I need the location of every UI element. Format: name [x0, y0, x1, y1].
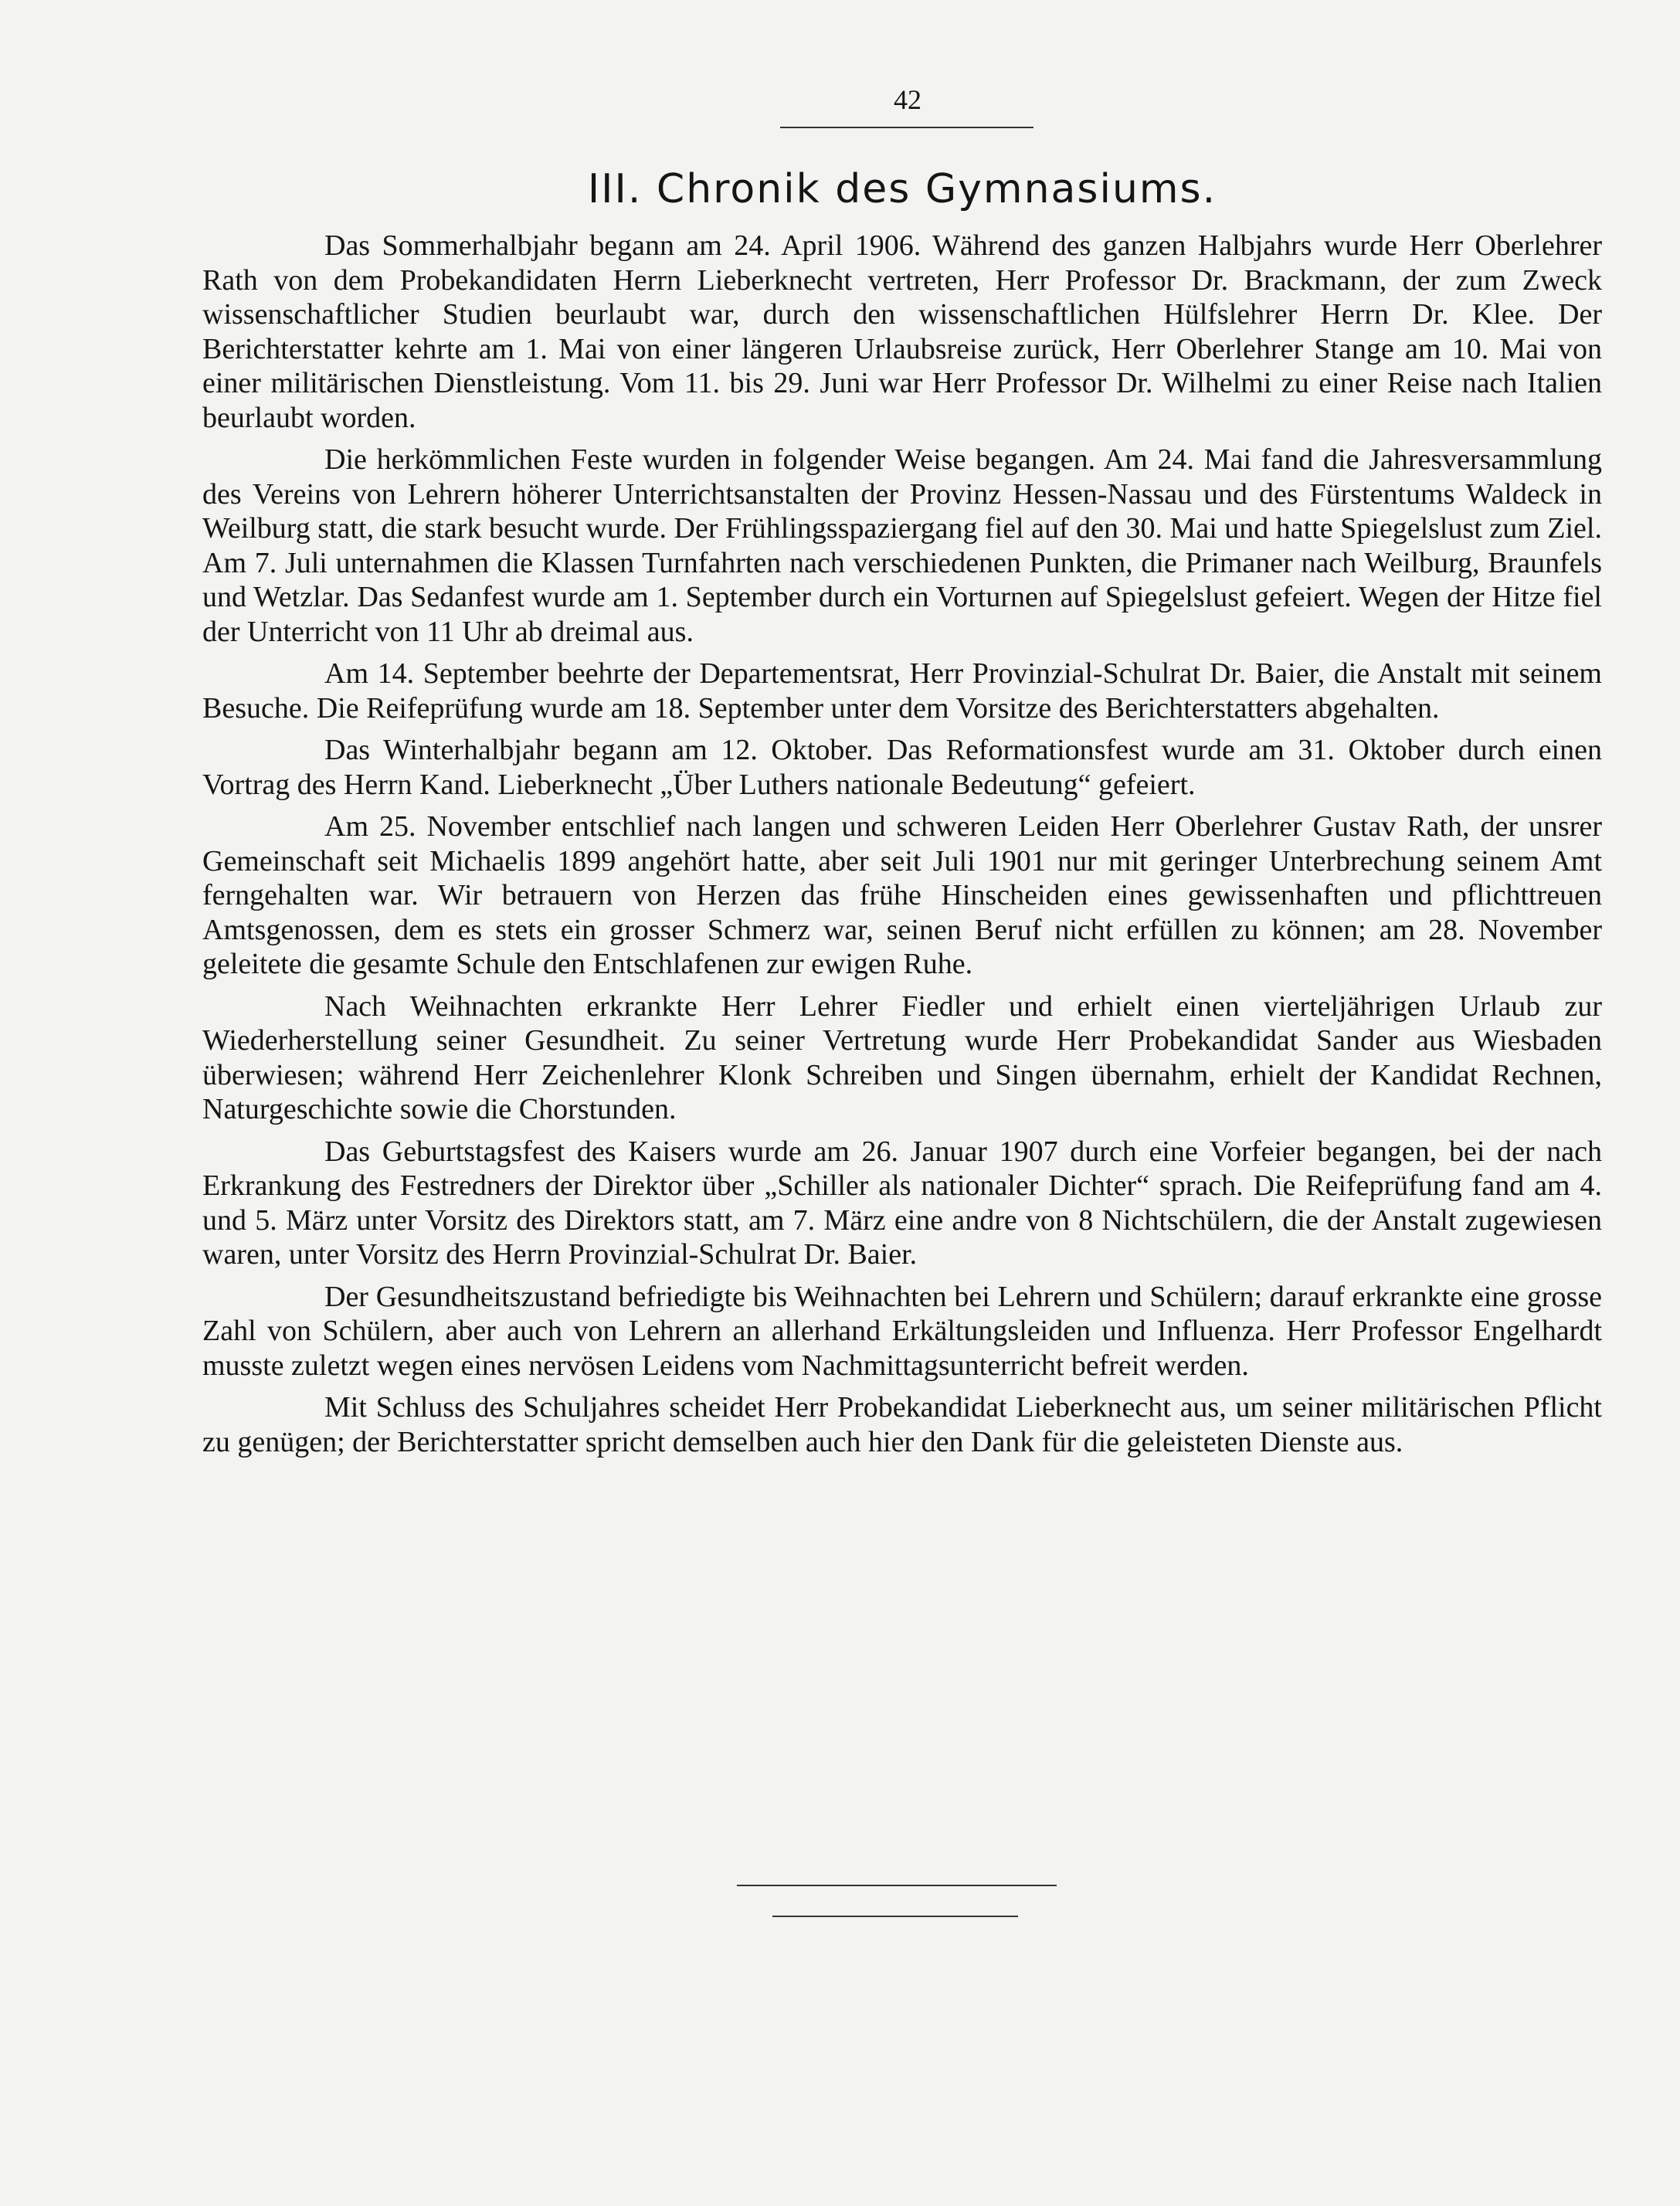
section-heading: III. Chronik des Gymnasiums. [587, 166, 1217, 212]
chronicle-body [202, 229, 1602, 1467]
paragraph-health: Der Gesundheitszustand befriedigte bis Weihnachten bei Lehrern und Schülern; darauf erkrankte eine grosse Zahl von Schülern, aber auch von Lehrern an allerhand Erkältungsleiden und Influenza. Herr Professor Engelhardt musste zuletzt wegen eines nervösen Leidens vom Nachmittagsunterricht befreit werden. [202, 1280, 1602, 1382]
paragraph-summer-semester: Das Sommerhalbjahr begann am 24. April 1906. Während des ganzen Halbjahrs wurde Herr Oberlehrer Rath von dem Probekandidaten Herrn Lieberknecht vertreten, Herr Professor Dr. Brackmann, der zum Zweck wissenschaftlicher Studien beurlaubt war, durch den wissenschaftlichen Hülfslehrer Herrn Dr. Klee. Der Berichterstatter kehrte am 1. Mai von einer längeren Urlaubsreise zurück, Herr Oberlehrer Stange am 10. Mai von einer militärischen Dienstleistung. Vom 11. bis 29. Juni war Herr Professor Dr. Wilhelmi zu einer Reise nach Italien beurlaubt worden. [202, 229, 1602, 434]
paragraph-kaiser-birthday: Das Geburtstagsfest des Kaisers wurde am 26. Januar 1907 durch eine Vorfeier begangen, bei der nach Erkrankung des Festredners der Direktor über „Schiller als nationaler Dichter“ sprach. Die Reifeprüfung fand am 4. und 5. März unter Vorsitz des Direktors statt, am 7. März eine andre von 8 Nichtschülern, die der Anstalt zugewiesen waren, unter Vorsitz des Herrn Provinzial-Schulrat Dr. Baier. [202, 1135, 1602, 1271]
paragraph-winter-semester: Das Winterhalbjahr begann am 12. Oktober. Das Reformationsfest wurde am 31. Oktober durch einen Vortrag des Herrn Kand. Lieberknecht „Über Luthers nationale Bedeutung“ gefeiert. [202, 734, 1602, 801]
paragraph-illness-substitution: Nach Weihnachten erkrankte Herr Lehrer Fiedler und erhielt einen vierteljährigen Urlaub zur Wiederherstellung seiner Gesundheit. Zu seiner Vertretung wurde Herr Probekandidat Sander aus Wiesbaden überwiesen; während Herr Zeichenlehrer Klonk Schreiben und Singen übernahm, erhielt der Kandidat Rechnen, Naturgeschichte sowie die Chorstunden. [202, 989, 1602, 1125]
paragraph-obituary: Am 25. November entschlief nach langen und schweren Leiden Herr Oberlehrer Gustav Rath, der unsrer Gemeinschaft seit Michaelis 1899 angehört hatte, aber seit Juli 1901 nur mit geringer Unterbrechung seinem Amt ferngehalten war. Wir betrauern von Herzen das frühe Hinscheiden eines gewissenhaften und pflichttreuen Amtsgenossen, dem es stets ein grosser Schmerz war, seinen Beruf nicht erfüllen zu können; am 28. November geleitete die gesamte Schule den Entschlafenen zur ewigen Ruhe. [202, 810, 1602, 980]
paragraph-inspection: Am 14. September beehrte der Departementsrat, Herr Provinzial-Schulrat Dr. Baier, die Anstalt mit seinem Besuche. Die Reifeprüfung wurde am 18. September unter dem Vorsitze des Berichterstatters abgehalten. [202, 657, 1602, 725]
closing-rule-short [772, 1916, 1018, 1917]
page-number: 42 [894, 84, 921, 115]
paragraph-farewell: Mit Schluss des Schuljahres scheidet Herr Probekandidat Lieberknecht aus, um seiner militärischen Pflicht zu genügen; der Berichterstatter spricht demselben auch hier den Dank für die geleisteten Dienste aus. [202, 1391, 1602, 1458]
page-number-rule [780, 127, 1033, 128]
paragraph-festivities: Die herkömmlichen Feste wurden in folgender Weise begangen. Am 24. Mai fand die Jahresversammlung des Vereins von Lehrern höherer Unterrichtsanstalten der Provinz Hessen-Nassau und des Fürstentums Waldeck in Weilburg statt, die stark besucht wurde. Der Frühlingsspaziergang fiel auf den 30. Mai und hatte Spiegelslust zum Ziel. Am 7. Juli unternahmen die Klassen Turnfahrten nach verschiedenen Punkten, die Primaner nach Weilburg, Braunfels und Wetzlar. Das Sedanfest wurde am 1. September durch ein Vorturnen auf Spiegelslust gefeiert. Wegen der Hitze fiel der Unterricht von 11 Uhr ab dreimal aus. [202, 443, 1602, 648]
closing-rule [737, 1885, 1057, 1886]
